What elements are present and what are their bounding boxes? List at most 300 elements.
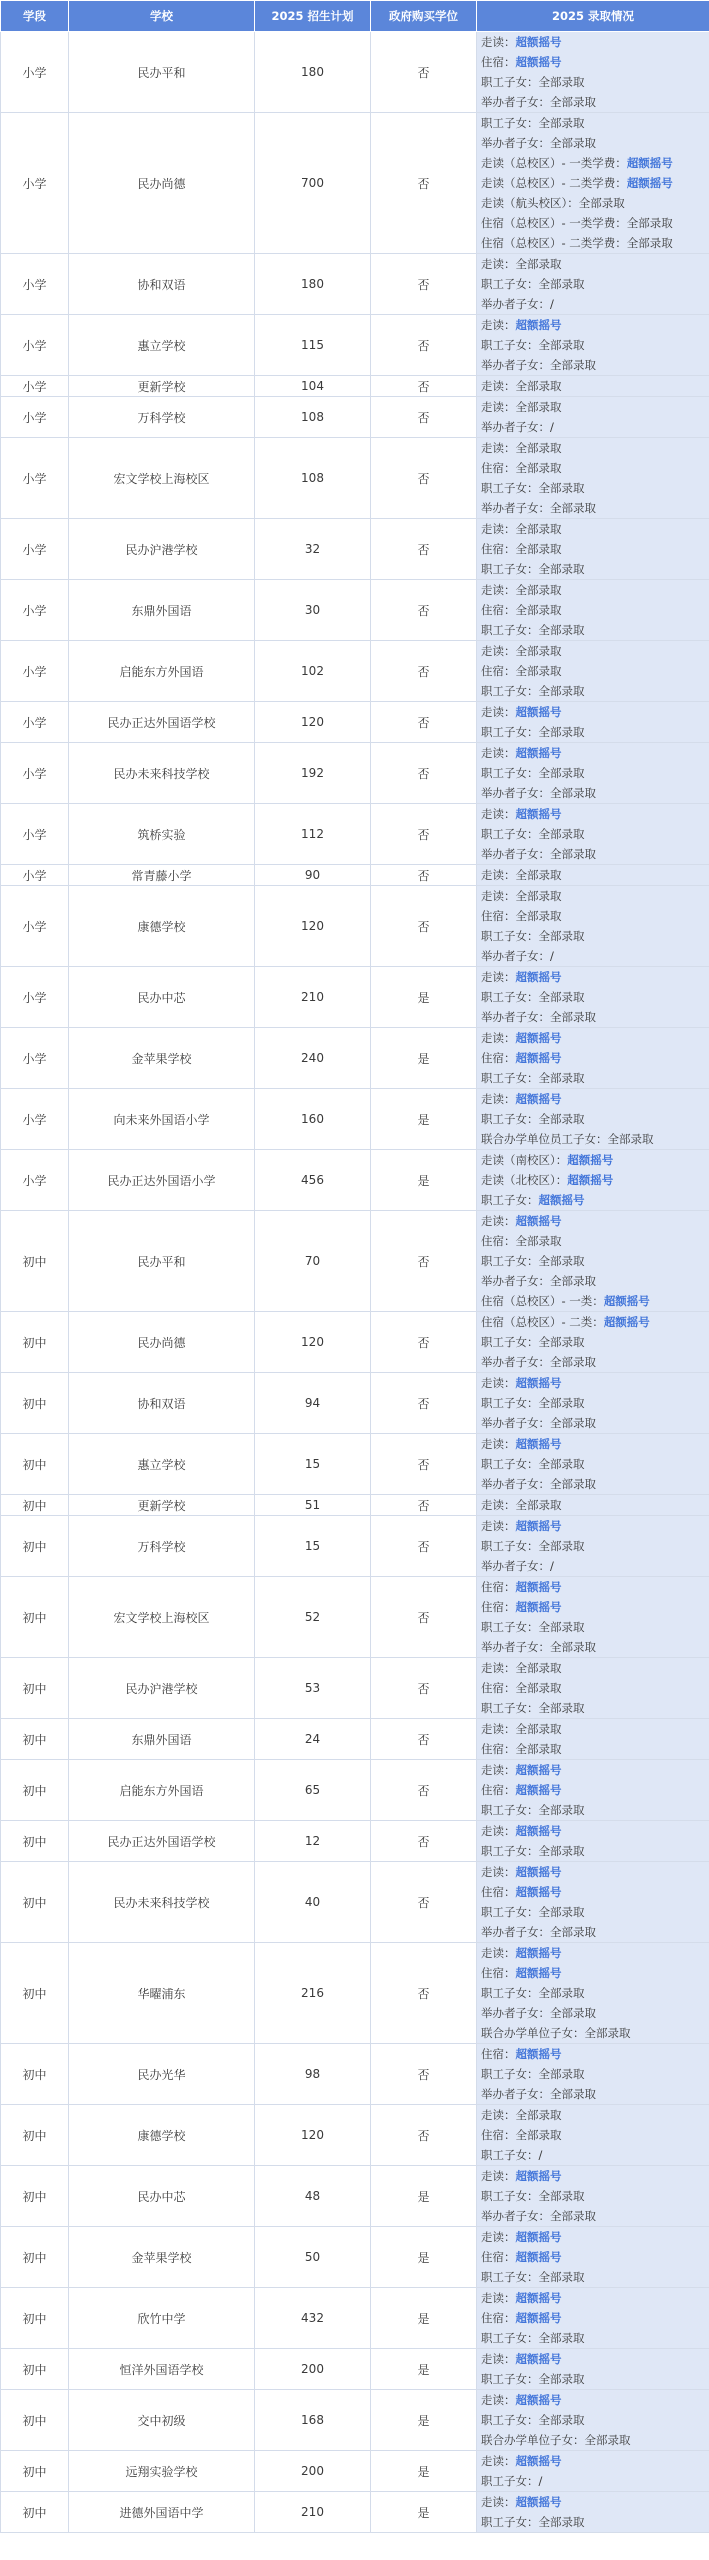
result-line <box>481 906 709 926</box>
result-line <box>481 1312 709 1332</box>
result-text: 职工子女：全部录取 <box>481 481 585 495</box>
result-line <box>481 1089 709 1109</box>
result-text: 职工子女：全部录取 <box>481 2372 585 2386</box>
table-row <box>1 580 709 641</box>
result-line <box>481 1474 709 1494</box>
table-row <box>1 2492 709 2533</box>
result-text: 住宿（总校区）- 二类学费：全部录取 <box>481 236 673 250</box>
cell-school: 宏文学校上海校区 <box>69 438 255 519</box>
result-text: 举办者子女：全部录取 <box>481 358 596 372</box>
cell-plan: 48 <box>255 2166 371 2227</box>
cell-result <box>477 1943 709 2044</box>
cell-gov: 否 <box>371 2105 477 2166</box>
result-line <box>481 844 709 864</box>
result-text: 举办者子女：全部录取 <box>481 2087 596 2101</box>
result-line <box>481 2492 709 2512</box>
cell-stage: 初中 <box>1 1434 69 1495</box>
result-line <box>481 1739 709 1759</box>
result-line <box>481 32 709 52</box>
cell-stage: 初中 <box>1 1760 69 1821</box>
result-text: 走读（北校区）： <box>481 1173 568 1187</box>
cell-plan: 98 <box>255 2044 371 2105</box>
result-text: 走读：全部录取 <box>481 1661 562 1675</box>
cell-gov: 否 <box>371 254 477 315</box>
lottery-link[interactable]: 超额摇号 <box>515 2230 562 2244</box>
lottery-link[interactable]: 超额摇号 <box>515 2250 562 2264</box>
result-line <box>481 376 709 396</box>
lottery-link[interactable]: 超额摇号 <box>515 2047 562 2061</box>
cell-stage: 小学 <box>1 113 69 254</box>
table-row <box>1 1211 709 1312</box>
result-line <box>481 1211 709 1231</box>
result-text: 走读： <box>481 1437 516 1451</box>
result-text: 职工子女：全部录取 <box>481 1071 585 1085</box>
cell-stage: 初中 <box>1 1821 69 1862</box>
cell-school: 常青藤小学 <box>69 865 255 886</box>
result-line <box>481 2044 709 2064</box>
result-line <box>481 1373 709 1393</box>
lottery-link[interactable]: 超额摇号 <box>515 2311 562 2325</box>
result-line <box>481 355 709 375</box>
result-text: 职工子女：全部录取 <box>481 277 585 291</box>
table-row <box>1 376 709 397</box>
lottery-link[interactable]: 超额摇号 <box>567 1173 614 1187</box>
cell-gov: 否 <box>371 1658 477 1719</box>
result-line <box>481 2267 709 2287</box>
result-text: 走读： <box>481 1824 516 1838</box>
result-line <box>481 865 709 885</box>
result-line <box>481 946 709 966</box>
lottery-link[interactable]: 超额摇号 <box>515 1824 562 1838</box>
lottery-link[interactable]: 超额摇号 <box>515 55 562 69</box>
cell-result <box>477 397 709 438</box>
result-line <box>481 2206 709 2226</box>
cell-stage: 小学 <box>1 1089 69 1150</box>
lottery-link[interactable]: 超额摇号 <box>515 1763 562 1777</box>
cell-plan: 700 <box>255 113 371 254</box>
cell-plan: 53 <box>255 1658 371 1719</box>
table-row <box>1 1373 709 1434</box>
cell-stage: 初中 <box>1 1373 69 1434</box>
cell-plan: 120 <box>255 886 371 967</box>
header-plan: 2025 招生计划 <box>255 1 371 32</box>
cell-plan: 94 <box>255 1373 371 1434</box>
cell-stage: 初中 <box>1 2105 69 2166</box>
cell-result <box>477 967 709 1028</box>
result-text: 职工子女：全部录取 <box>481 2413 585 2427</box>
cell-plan: 180 <box>255 32 371 113</box>
cell-stage: 初中 <box>1 2166 69 2227</box>
lottery-link[interactable]: 超额摇号 <box>515 1437 562 1451</box>
result-line <box>481 987 709 1007</box>
cell-school: 宏文学校上海校区 <box>69 1577 255 1658</box>
table-row <box>1 702 709 743</box>
result-line <box>481 193 709 213</box>
table-body <box>1 32 709 2533</box>
result-line <box>481 539 709 559</box>
cell-gov: 否 <box>371 519 477 580</box>
table-row <box>1 1434 709 1495</box>
table-row <box>1 2105 709 2166</box>
cell-plan: 112 <box>255 804 371 865</box>
result-text: 走读： <box>481 705 516 719</box>
lottery-link[interactable]: 超额摇号 <box>515 35 562 49</box>
result-text: 职工子女：全部录取 <box>481 623 585 637</box>
cell-stage: 小学 <box>1 886 69 967</box>
lottery-link[interactable]: 超额摇号 <box>515 2352 562 2366</box>
result-line <box>481 620 709 640</box>
result-text: 职工子女：全部录取 <box>481 1701 585 1715</box>
cell-school: 民办中芯 <box>69 2166 255 2227</box>
cell-plan: 120 <box>255 2105 371 2166</box>
result-line <box>481 397 709 417</box>
result-line <box>481 2349 709 2369</box>
result-line <box>481 1698 709 1718</box>
result-text: 举办者子女：全部录取 <box>481 501 596 515</box>
cell-plan: 456 <box>255 1150 371 1211</box>
result-line <box>481 92 709 112</box>
lottery-link[interactable]: 超额摇号 <box>515 1031 562 1045</box>
result-line <box>481 2003 709 2023</box>
table-row <box>1 519 709 580</box>
cell-stage: 小学 <box>1 32 69 113</box>
cell-stage: 初中 <box>1 2349 69 2390</box>
table-row <box>1 1760 709 1821</box>
cell-school: 更新学校 <box>69 1495 255 1516</box>
cell-stage: 初中 <box>1 2044 69 2105</box>
table-header <box>1 1 709 32</box>
cell-plan: 30 <box>255 580 371 641</box>
lottery-link[interactable]: 超额摇号 <box>515 2393 562 2407</box>
result-line <box>481 2084 709 2104</box>
result-line <box>481 254 709 274</box>
table-row <box>1 2044 709 2105</box>
lottery-link[interactable]: 超额摇号 <box>515 970 562 984</box>
cell-plan: 115 <box>255 315 371 376</box>
lottery-link[interactable]: 超额摇号 <box>515 2495 562 2509</box>
result-line <box>481 1556 709 1576</box>
cell-plan: 15 <box>255 1434 371 1495</box>
cell-result <box>477 1719 709 1760</box>
table-row <box>1 1943 709 2044</box>
cell-school: 更新学校 <box>69 376 255 397</box>
result-line <box>481 2430 709 2450</box>
result-text: 联合办学单位员工子女：全部录取 <box>481 1132 654 1146</box>
result-line <box>481 519 709 539</box>
cell-gov: 否 <box>371 1312 477 1373</box>
result-text: 职工子女： <box>481 1193 539 1207</box>
cell-stage: 初中 <box>1 1658 69 1719</box>
cell-plan: 102 <box>255 641 371 702</box>
cell-school: 远翔实验学校 <box>69 2451 255 2492</box>
result-line <box>481 1597 709 1617</box>
cell-stage: 小学 <box>1 315 69 376</box>
lottery-link[interactable]: 超额摇号 <box>515 2169 562 2183</box>
cell-gov: 否 <box>371 1495 477 1516</box>
result-line <box>481 173 709 193</box>
cell-school: 向未来外国语小学 <box>69 1089 255 1150</box>
lottery-link[interactable]: 超额摇号 <box>515 1092 562 1106</box>
result-text: 走读： <box>481 2230 516 2244</box>
result-text: 职工子女：/ <box>481 2474 543 2488</box>
result-text: 举办者子女：全部录取 <box>481 1925 596 1939</box>
lottery-link[interactable]: 超额摇号 <box>603 1315 650 1329</box>
cell-gov: 否 <box>371 702 477 743</box>
lottery-link[interactable]: 超额摇号 <box>515 1600 562 1614</box>
result-text: 走读： <box>481 2169 516 2183</box>
result-text: 举办者子女：全部录取 <box>481 786 596 800</box>
cell-result <box>477 2044 709 2105</box>
cell-school: 协和双语 <box>69 1373 255 1434</box>
cell-school: 民办正达外国语小学 <box>69 1150 255 1211</box>
cell-gov: 否 <box>371 113 477 254</box>
result-line <box>481 1760 709 1780</box>
result-text: 走读： <box>481 2291 516 2305</box>
table-row <box>1 254 709 315</box>
result-text: 住宿：全部录取 <box>481 603 562 617</box>
cell-school: 金苹果学校 <box>69 2227 255 2288</box>
lottery-link[interactable]: 超额摇号 <box>515 807 562 821</box>
cell-result <box>477 702 709 743</box>
cell-plan: 32 <box>255 519 371 580</box>
result-line <box>481 1617 709 1637</box>
cell-plan: 432 <box>255 2288 371 2349</box>
result-line <box>481 438 709 458</box>
result-line <box>481 1841 709 1861</box>
result-line <box>481 1271 709 1291</box>
result-line <box>481 2186 709 2206</box>
table-row <box>1 32 709 113</box>
result-line <box>481 1902 709 1922</box>
result-text: 职工子女：全部录取 <box>481 1335 585 1349</box>
table-row <box>1 1312 709 1373</box>
cell-result <box>477 2349 709 2390</box>
cell-gov: 否 <box>371 1943 477 2044</box>
result-text: 走读：全部录取 <box>481 1722 562 1736</box>
cell-stage: 初中 <box>1 1943 69 2044</box>
result-text: 住宿： <box>481 55 516 69</box>
result-text: 职工子女：全部录取 <box>481 338 585 352</box>
result-text: 走读： <box>481 1031 516 1045</box>
cell-school: 惠立学校 <box>69 1434 255 1495</box>
cell-plan: 210 <box>255 967 371 1028</box>
table-row <box>1 2227 709 2288</box>
result-text: 住宿： <box>481 1966 516 1980</box>
cell-stage: 小学 <box>1 865 69 886</box>
result-text: 职工子女：全部录取 <box>481 1112 585 1126</box>
cell-school: 民办光华 <box>69 2044 255 2105</box>
cell-stage: 初中 <box>1 1577 69 1658</box>
cell-result <box>477 1028 709 1089</box>
lottery-link[interactable]: 超额摇号 <box>626 176 673 190</box>
cell-stage: 小学 <box>1 580 69 641</box>
result-text: 走读： <box>481 2495 516 2509</box>
result-line <box>481 1862 709 1882</box>
cell-stage: 小学 <box>1 438 69 519</box>
cell-gov: 是 <box>371 2390 477 2451</box>
result-text: 走读（总校区）- 二类学费： <box>481 176 627 190</box>
cell-stage: 小学 <box>1 702 69 743</box>
cell-gov: 否 <box>371 397 477 438</box>
result-text: 走读： <box>481 2454 516 2468</box>
cell-result <box>477 886 709 967</box>
table-row <box>1 1089 709 1150</box>
lottery-link[interactable]: 超额摇号 <box>515 1214 562 1228</box>
lottery-link[interactable]: 超额摇号 <box>515 2454 562 2468</box>
result-text: 走读：全部录取 <box>481 522 562 536</box>
cell-school: 启能东方外国语 <box>69 641 255 702</box>
cell-school: 民办沪港学校 <box>69 519 255 580</box>
result-line <box>481 702 709 722</box>
cell-gov: 是 <box>371 2492 477 2533</box>
result-line <box>481 2125 709 2145</box>
lottery-link[interactable]: 超额摇号 <box>515 2291 562 2305</box>
cell-gov: 否 <box>371 804 477 865</box>
result-line <box>481 1719 709 1739</box>
result-text: 走读： <box>481 1763 516 1777</box>
result-line <box>481 1251 709 1271</box>
lottery-link[interactable]: 超额摇号 <box>515 1865 562 1879</box>
lottery-link[interactable]: 超额摇号 <box>515 705 562 719</box>
result-text: 走读：全部录取 <box>481 2108 562 2122</box>
lottery-link[interactable]: 超额摇号 <box>515 1051 562 1065</box>
cell-stage: 初中 <box>1 2288 69 2349</box>
result-line <box>481 1434 709 1454</box>
lottery-link[interactable]: 超额摇号 <box>515 1580 562 1594</box>
result-text: 职工子女：全部录取 <box>481 766 585 780</box>
result-line <box>481 1882 709 1902</box>
cell-school: 进德外国语中学 <box>69 2492 255 2533</box>
result-text: 职工子女：全部录取 <box>481 1905 585 1919</box>
result-text: 走读： <box>481 1519 516 1533</box>
cell-stage: 小学 <box>1 254 69 315</box>
result-text: 住宿：全部录取 <box>481 1681 562 1695</box>
cell-stage: 初中 <box>1 1495 69 1516</box>
result-text: 走读：全部录取 <box>481 441 562 455</box>
cell-plan: 90 <box>255 865 371 886</box>
cell-school: 民办未来科技学校 <box>69 743 255 804</box>
cell-gov: 是 <box>371 2227 477 2288</box>
result-text: 职工子女：全部录取 <box>481 2270 585 2284</box>
cell-gov: 否 <box>371 1821 477 1862</box>
result-line <box>481 1150 709 1170</box>
cell-school: 民办正达外国语学校 <box>69 1821 255 1862</box>
cell-plan: 12 <box>255 1821 371 1862</box>
cell-school: 民办尚德 <box>69 113 255 254</box>
cell-gov: 否 <box>371 743 477 804</box>
result-line <box>481 2390 709 2410</box>
result-text: 住宿： <box>481 2250 516 2264</box>
result-line <box>481 2145 709 2165</box>
result-text: 走读： <box>481 1092 516 1106</box>
result-text: 住宿：全部录取 <box>481 909 562 923</box>
lottery-link[interactable]: 超额摇号 <box>603 1294 650 1308</box>
result-text: 走读： <box>481 1865 516 1879</box>
cell-school: 民办平和 <box>69 1211 255 1312</box>
result-text: 职工子女：全部录取 <box>481 1844 585 1858</box>
result-text: 走读： <box>481 746 516 760</box>
result-line <box>481 1393 709 1413</box>
lottery-link[interactable]: 超额摇号 <box>626 156 673 170</box>
result-line <box>481 153 709 173</box>
result-text: 住宿： <box>481 2047 516 2061</box>
result-line <box>481 1800 709 1820</box>
result-text: 举办者子女：全部录取 <box>481 1010 596 1024</box>
lottery-link[interactable]: 超额摇号 <box>515 1783 562 1797</box>
lottery-link[interactable]: 超额摇号 <box>567 1153 614 1167</box>
result-line <box>481 1190 709 1210</box>
cell-result <box>477 1862 709 1943</box>
result-line <box>481 1291 709 1311</box>
table-row <box>1 743 709 804</box>
result-text: 走读：全部录取 <box>481 644 562 658</box>
lottery-link[interactable]: 超额摇号 <box>538 1193 585 1207</box>
cell-result <box>477 2166 709 2227</box>
result-text: 职工子女：全部录取 <box>481 562 585 576</box>
cell-school: 民办沪港学校 <box>69 1658 255 1719</box>
result-line <box>481 2288 709 2308</box>
cell-school: 民办尚德 <box>69 1312 255 1373</box>
cell-result <box>477 1373 709 1434</box>
cell-stage: 初中 <box>1 1516 69 1577</box>
result-line <box>481 1170 709 1190</box>
result-text: 住宿：全部录取 <box>481 461 562 475</box>
cell-result <box>477 2492 709 2533</box>
result-line <box>481 274 709 294</box>
result-text: 联合办学单位子女：全部录取 <box>481 2433 631 2447</box>
cell-plan: 210 <box>255 2492 371 2533</box>
result-line <box>481 1231 709 1251</box>
lottery-link[interactable]: 超额摇号 <box>515 1966 562 1980</box>
lottery-link[interactable]: 超额摇号 <box>515 1946 562 1960</box>
lottery-link[interactable]: 超额摇号 <box>515 746 562 760</box>
result-line <box>481 1413 709 1433</box>
cell-stage: 小学 <box>1 1028 69 1089</box>
result-line <box>481 294 709 314</box>
cell-gov: 否 <box>371 376 477 397</box>
result-text: 住宿： <box>481 1885 516 1899</box>
result-text: 职工子女：全部录取 <box>481 929 585 943</box>
lottery-link[interactable]: 超额摇号 <box>515 318 562 332</box>
result-line <box>481 2471 709 2491</box>
result-line <box>481 498 709 518</box>
table-row <box>1 804 709 865</box>
cell-result <box>477 1150 709 1211</box>
result-text: 走读：全部录取 <box>481 583 562 597</box>
cell-result <box>477 2105 709 2166</box>
cell-school: 康德学校 <box>69 2105 255 2166</box>
cell-school: 交中初级 <box>69 2390 255 2451</box>
lottery-link[interactable]: 超额摇号 <box>515 1519 562 1533</box>
result-line <box>481 1332 709 1352</box>
cell-gov: 否 <box>371 865 477 886</box>
lottery-link[interactable]: 超额摇号 <box>515 1885 562 1899</box>
result-line <box>481 1536 709 1556</box>
cell-result <box>477 254 709 315</box>
cell-plan: 104 <box>255 376 371 397</box>
result-text: 举办者子女：/ <box>481 420 554 434</box>
cell-stage: 小学 <box>1 1150 69 1211</box>
table-row <box>1 1719 709 1760</box>
result-text: 举办者子女：全部录取 <box>481 847 596 861</box>
result-text: 住宿： <box>481 1783 516 1797</box>
cell-result <box>477 113 709 254</box>
header-gov: 政府购买学位 <box>371 1 477 32</box>
cell-stage: 小学 <box>1 641 69 702</box>
header-row <box>1 1 709 32</box>
cell-gov: 否 <box>371 1719 477 1760</box>
lottery-link[interactable]: 超额摇号 <box>515 1376 562 1390</box>
